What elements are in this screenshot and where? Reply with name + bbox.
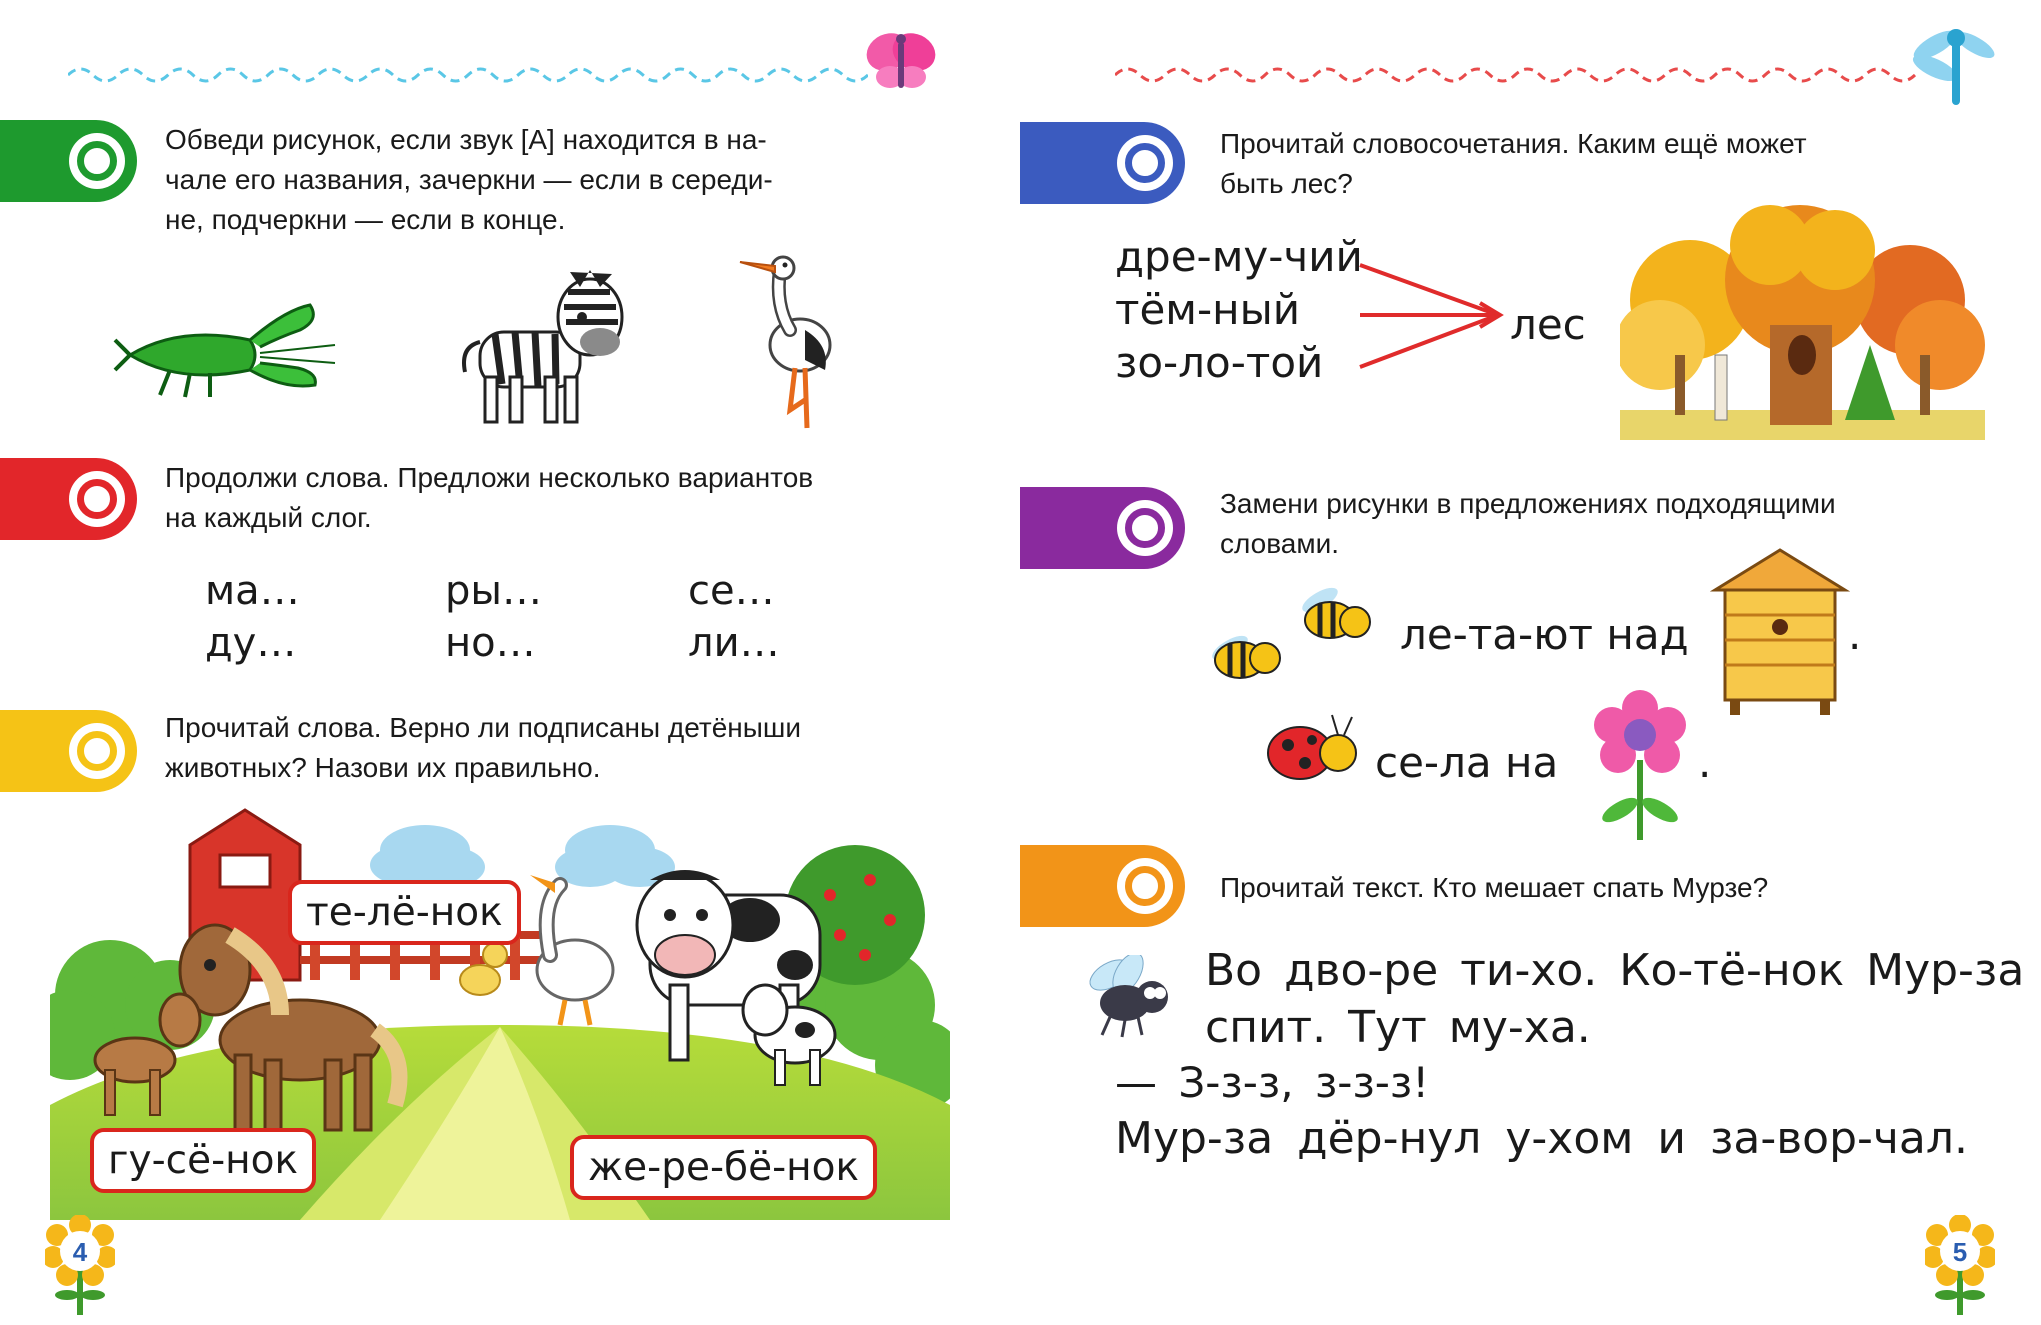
reading-text-line: спит. Тут му-ха. [1205,1002,1591,1053]
syllable: ры… [445,568,542,614]
task-instruction: Обведи рисунок, если звук [А] находится в на- чале его названия, зачеркни — если в середи- не, подчеркни — если в конце. [165,124,773,235]
wavy-decoration [68,55,868,95]
butterfly-icon [860,22,940,102]
syllable: се… [688,568,775,614]
task-instruction: Прочитай словосочетания. Каким ещё может быть лес? [1220,128,1807,199]
crayfish-picture [110,285,340,405]
task-instruction: Прочитай текст. Кто мешает спать Мурзе? [1220,872,1769,903]
dragonfly-icon [1910,20,2000,110]
task-marker-yellow [0,710,137,792]
beehive-picture [1710,545,1850,715]
autumn-forest-picture [1620,205,1985,440]
flower-picture [1590,690,1690,845]
left-page [0,0,1020,1314]
zebra-picture [450,262,630,432]
stork-picture [735,250,855,435]
word-label: те-лё-нок [288,880,521,945]
sentence-end-mark: . [1848,610,1862,659]
syllable: ли… [688,620,780,666]
task-marker-green [0,120,137,202]
task-marker-red [0,458,137,540]
syllable: но… [445,620,536,666]
task-instruction: Замени рисунки в предложениях подходящими словами. [1220,488,1836,559]
right-page [1020,0,2041,1314]
arrows [1350,255,1510,375]
word-label: же-ре-бё-нок [570,1135,877,1200]
task-instruction: Продолжи слова. Предложи несколько вариантов на каждый слог. [165,462,814,533]
phrase-word: зо-ло-той [1115,338,1324,387]
sentence-text: се-ла на [1375,738,1559,787]
syllable: ма… [205,568,300,614]
page-number-badge [1925,1215,1995,1325]
page-number-badge [45,1215,115,1325]
fly-picture [1080,955,1180,1040]
task-instruction: Прочитай слова. Верно ли подписаны детёныши животных? Назови их правильно. [165,712,801,783]
task-marker-blue [1020,122,1185,204]
wavy-decoration [1115,55,1925,95]
word-label: гу-сё-нок [90,1128,316,1193]
syllable: ду… [205,620,297,666]
sentence-text: ле-та-ют над [1400,610,1689,659]
phrase-word: дре-му-чий [1115,232,1363,281]
ladybug-picture [1260,705,1360,785]
page-number: 5 [1952,1237,1968,1267]
reading-text-line: Мур-за дёр-нул у-хом и за-вор-чал. [1115,1113,1968,1164]
task-marker-purple [1020,487,1185,569]
bees-picture [1195,580,1395,690]
sentence-end-mark: . [1698,738,1712,787]
phrase-word: тём-ный [1115,285,1301,334]
task-marker-orange [1020,845,1185,927]
reading-text-line: — З-з-з, з-з-з! [1115,1058,1430,1107]
reading-text-line: Во дво-ре ти-хо. Ко-тё-нок Мур-за [1205,945,2025,996]
target-word: лес [1510,300,1586,349]
page-number: 4 [72,1237,88,1267]
